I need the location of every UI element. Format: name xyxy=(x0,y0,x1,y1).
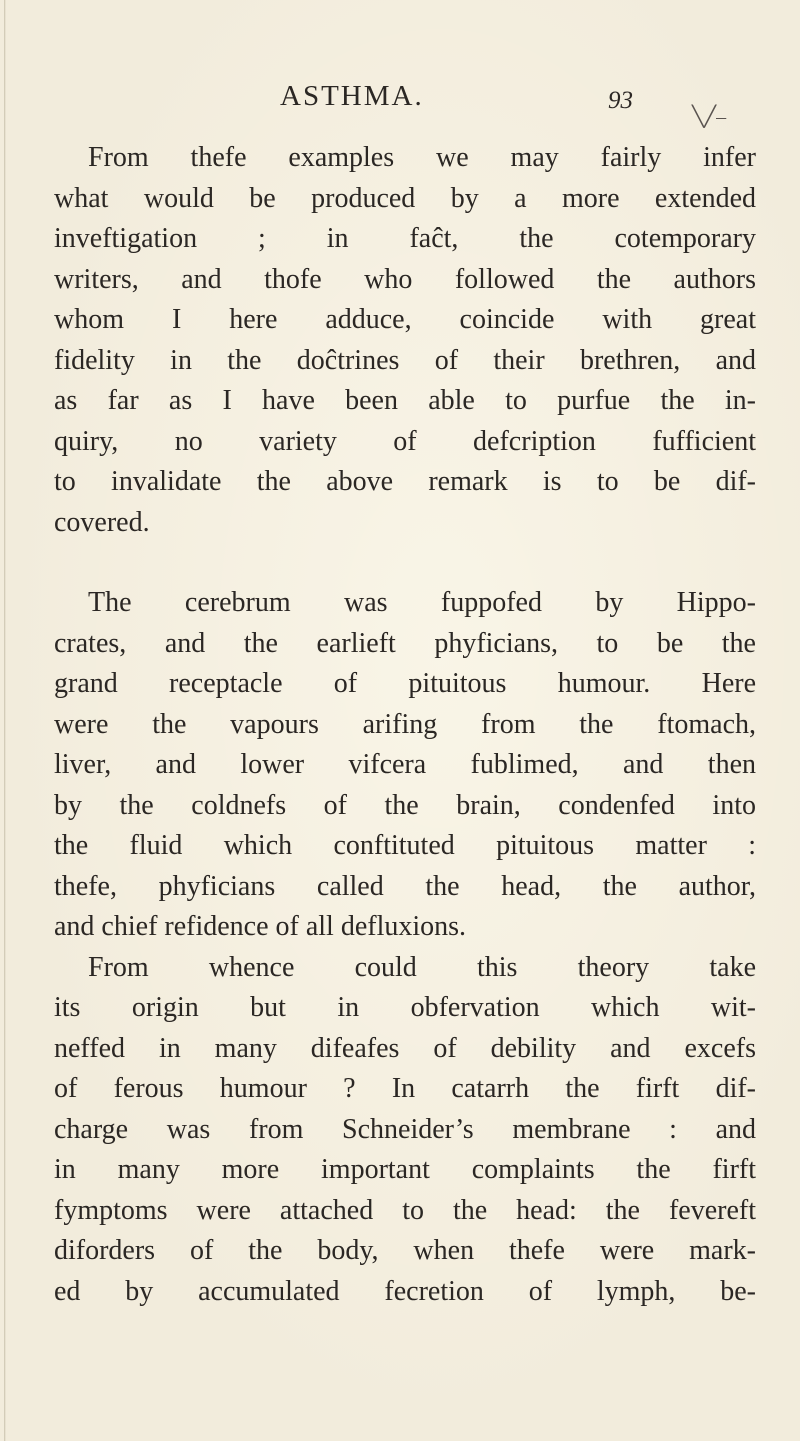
text-line: by the coldnefs of the brain, condenfed into xyxy=(54,789,756,821)
text-line: its origin but in obfervation which wit- xyxy=(54,992,756,1023)
text-line: fymptoms were attached to the head: the fevereft xyxy=(54,1194,756,1226)
page-gutter-edge xyxy=(4,0,6,1441)
text-line: ed by accumulated fecretion of lymph, be- xyxy=(54,1275,756,1307)
text-line: grand receptacle of pituitous humour. Here xyxy=(54,668,756,699)
text-line: inveftigation ; in faĉt, the cotemporary xyxy=(54,223,756,254)
text-line: liver, and lower vifcera fublimed, and then xyxy=(54,749,756,780)
text-line: The cerebrum was fuppofed by Hippo- xyxy=(88,587,756,618)
text-line: as far as I have been able to purfue the in- xyxy=(54,385,756,416)
text-line: and chief refidence of all defluxions. xyxy=(54,911,467,942)
running-head: ASTHMA. xyxy=(280,80,424,112)
text-line: quiry, no variety of defcription fufficient xyxy=(54,425,756,457)
text-line: From thefe examples we may fairly infer xyxy=(88,142,756,173)
text-line: to invalidate the above remark is to be dif- xyxy=(54,466,756,497)
paragraph xyxy=(54,948,756,1313)
text-line: were the vapours arifing from the ftomach, xyxy=(54,708,756,740)
paragraph-gap xyxy=(54,543,756,583)
page-header xyxy=(0,80,800,128)
text-line: in many more important complaints the firft xyxy=(54,1154,756,1185)
page-number: 93 xyxy=(608,87,633,114)
text-line: thefe, phyficians called the head, the author, xyxy=(54,870,756,902)
text-line: whom I here adduce, coincide with great xyxy=(54,304,756,335)
text-line: From whence could this theory take xyxy=(88,951,756,983)
text-line: charge was from Schneider’s membrane : and xyxy=(54,1113,756,1145)
text-line: covered. xyxy=(54,506,150,538)
paragraph xyxy=(54,583,756,948)
text-line: what would be produced by a more extended xyxy=(54,182,756,214)
text-line: crates, and the earlieft phyficians, to be the xyxy=(54,627,756,659)
text-line: writers, and thofe who followed the authors xyxy=(54,263,756,295)
text-line: of ferous humour ? In catarrh the firft dif- xyxy=(54,1073,756,1104)
body-text xyxy=(54,138,756,1312)
text-line: neffed in many difeafes of debility and excefs xyxy=(54,1032,756,1064)
corner-mark: ╲╱‒ xyxy=(692,106,727,128)
text-line: diforders of the body, when thefe were mark- xyxy=(54,1235,756,1266)
text-line: the fluid which conftituted pituitous matter : xyxy=(54,830,756,861)
paragraph xyxy=(54,138,756,543)
text-line: fidelity in the doĉtrines of their brethren, and xyxy=(54,344,756,376)
